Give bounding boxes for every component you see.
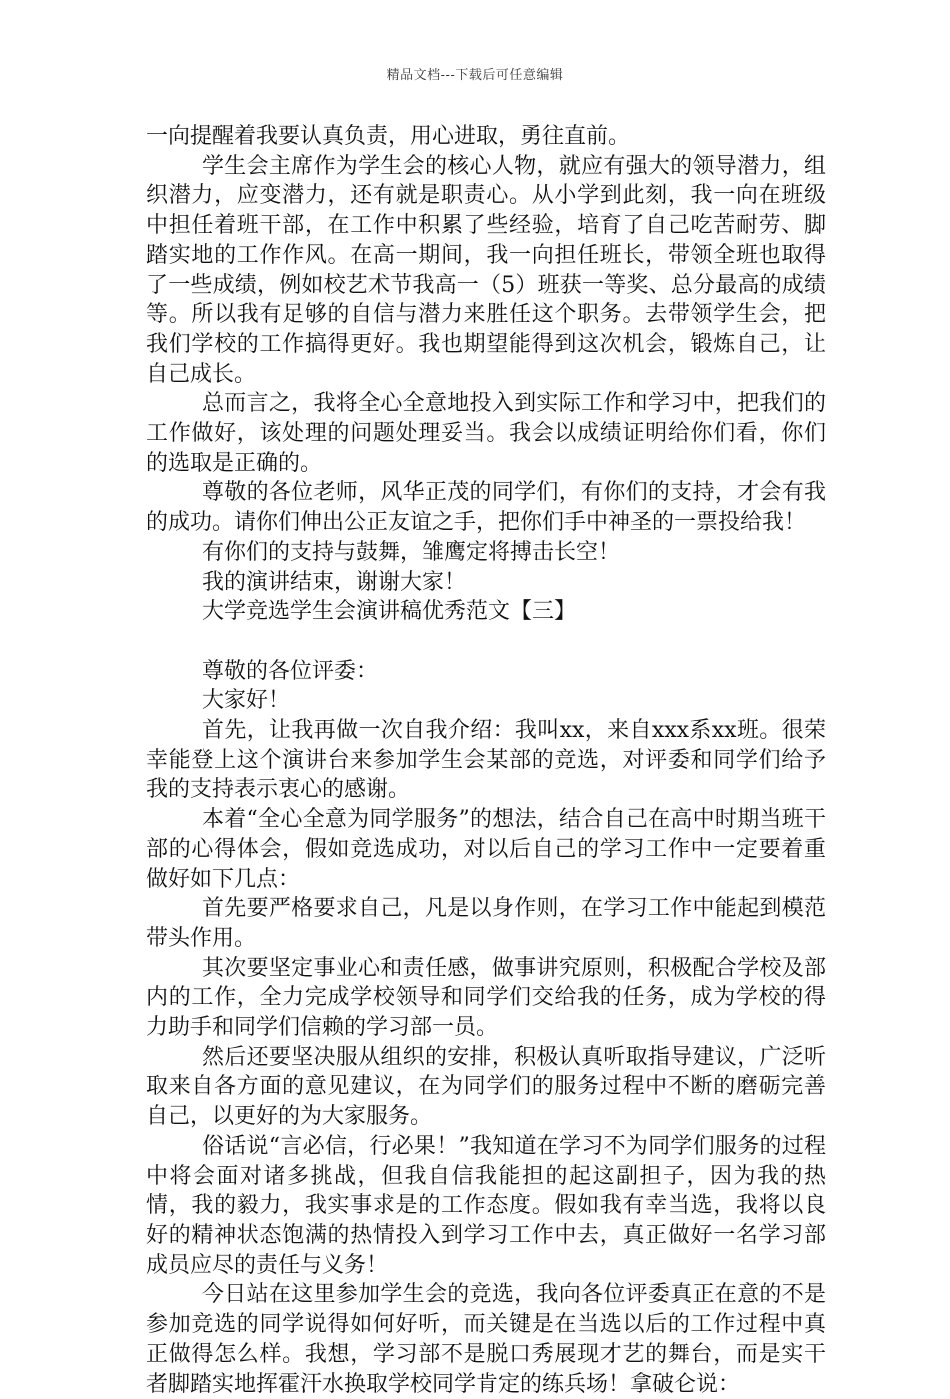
paragraph: 学生会主席作为学生会的核心人物，就应有强大的领导潜力，组织潜力，应变潜力，还有就是职责心。从小学到此刻，我一向在班级中担任着班干部，在工作中积累了些经验，培育了自己吃苦耐劳、脚踏实地的工作作风。在高一期间，我一向担任班长，带领全班也取得了一些成绩，例如校艺术节我高一（5）班获一等奖、总分最高的成绩等。所以我有足够的自信与潜力来胜任这个职务。去带领学生会，把我们学校的工作搞得更好。我也期望能得到这次机会，锻炼自己，让自己成长。 [146,153,826,387]
paragraph: 总而言之，我将全心全意地投入到实际工作和学习中，把我们的工作做好，该处理的问题处理妥当。我会以成绩证明给你们看，你们的选取是正确的。 [146,391,826,476]
paragraph: 本着“全心全意为同学服务”的想法，结合自己在高中时期当班干部的心得体会，假如竞选成功，对以后自己的学习工作中一定要着重做好如下几点： [146,807,826,892]
paragraph: 尊敬的各位老师，风华正茂的同学们，有你们的支持，才会有我的成功。请你们伸出公正友谊之手，把你们手中神圣的一票投给我！ [146,480,826,536]
paragraph: 其次要坚定事业心和责任感，做事讲究原则，积极配合学校及部内的工作，全力完成学校领导和同学们交给我的任务，成为学校的得力助手和同学们信赖的学习部一员。 [146,955,826,1041]
paragraph: 然后还要坚决服从组织的安排，积极认真听取指导建议，广泛听取来自各方面的意见建议，在为同学们的服务过程中不断的磨砺完善自己，以更好的为大家服务。 [146,1044,826,1130]
blank-line [146,627,826,657]
paragraph: 一向提醒着我要认真负责，用心进取，勇往直前。 [146,124,631,149]
salutation: 尊敬的各位评委： [202,658,379,684]
document-body [146,122,826,1399]
page-header: 精品文档---下载后可任意编辑 [386,68,564,83]
paragraph: 有你们的支持与鼓舞，雏鹰定将搏击长空！ [202,539,621,565]
paragraph: 首先，让我再做一次自我介绍：我叫xx，来自xxx系xx班。很荣幸能登上这个演讲台来参加学生会某部的竞选，对评委和同学们给予我的支持表示衷心的感谢。 [146,718,826,803]
paragraph: 俗话说“言必信，行必果！”我知道在学习不为同学们服务的过程中将会面对诸多挑战，但我自信我能担的起这副担子，因为我的热情，我的毅力，我实事求是的工作态度。假如我有幸当选，我将以良好的精神状态饱满的热情投入到学习工作中去，真正做好一名学习部成员应尽的责任与义务！ [146,1133,826,1278]
section-heading: 大学竞选学生会演讲稿优秀范文【三】 [202,599,577,625]
paragraph: 今日站在这里参加学生会的竞选，我向各位评委真正在意的不是参加竞选的同学说得如何好听，而关键是在当选以后的工作过程中真正做得怎么样。我想，学习部不是脱口秀展现才艺的舞台，而是实干者脚踏实地挥霍汗水换取学校同学肯定的练兵场！拿破仑说： [146,1282,826,1397]
paragraph: 我的演讲结束，谢谢大家！ [202,569,467,595]
paragraph: 首先要严格要求自己，凡是以身作则，在学习工作中能起到模范带头作用。 [146,896,826,951]
greeting: 大家好！ [202,688,291,714]
